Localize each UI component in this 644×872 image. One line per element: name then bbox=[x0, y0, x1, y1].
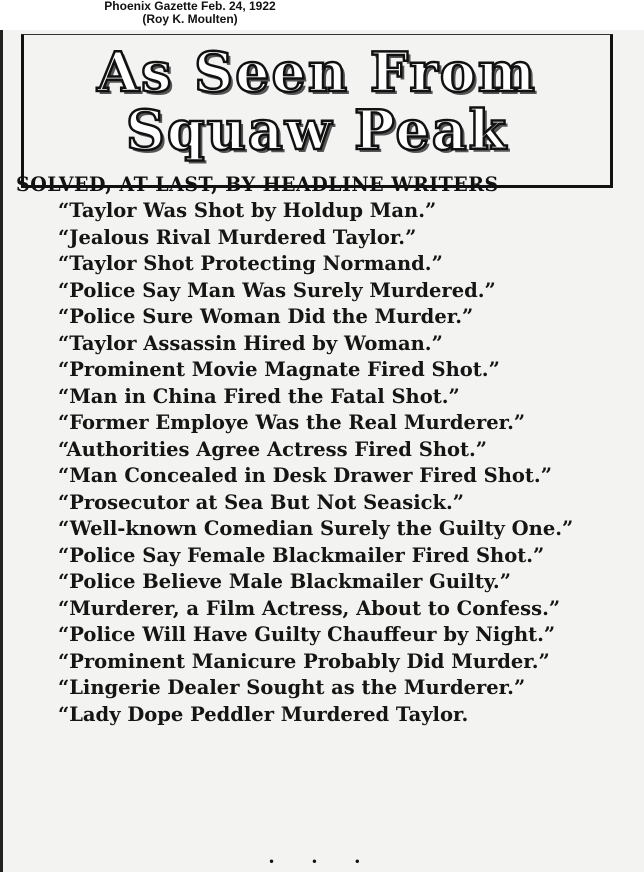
list-item: “Murderer, a Film Actress, About to Confess.” bbox=[58, 596, 561, 620]
list-item: “Man Concealed in Desk Drawer Fired Shot.” bbox=[58, 464, 552, 487]
source-caption-line2: (Roy K. Moulten) bbox=[142, 12, 238, 26]
list-item: “Taylor Shot Protecting Normand.” bbox=[58, 252, 443, 275]
list-item: “Lady Dope Peddler Murdered Taylor. bbox=[58, 702, 469, 726]
list-item: “Prominent Manicure Probably Did Murder.” bbox=[58, 649, 550, 673]
list-item: “Lingerie Dealer Sought as the Murderer.” bbox=[58, 676, 526, 699]
list-item: “Jealous Rival Murdered Taylor.” bbox=[58, 225, 417, 249]
list-item: “Authorities Agree Actress Fired Shot.” bbox=[58, 437, 488, 461]
list-item: “Police Will Have Guilty Chauffeur by Night.” bbox=[58, 623, 556, 646]
list-item: “Police Sure Woman Did the Murder.” bbox=[58, 305, 474, 328]
list-item: “Prosecutor at Sea But Not Seasick.” bbox=[58, 490, 464, 514]
section-separator-dots: • • • bbox=[268, 855, 377, 869]
list-item: “Taylor Assassin Hired by Woman.” bbox=[58, 331, 443, 355]
masthead-title-line2: Squaw Peak bbox=[125, 98, 509, 162]
article-headline: SOLVED, AT LAST, BY HEADLINE WRITERS bbox=[16, 172, 499, 196]
source-caption bbox=[0, 0, 380, 26]
masthead-title-line1: As Seen From bbox=[97, 40, 537, 104]
list-item: “Prominent Movie Magnate Fired Shot.” bbox=[58, 358, 500, 381]
list-item: “Police Say Female Blackmailer Fired Shot.” bbox=[58, 543, 545, 567]
column-masthead bbox=[21, 34, 613, 188]
list-item: “Well-known Comedian Surely the Guilty One.” bbox=[58, 517, 574, 540]
list-item: “Former Employe Was the Real Murderer.” bbox=[58, 411, 526, 434]
source-caption-line1: Phoenix Gazette Feb. 24, 1922 bbox=[104, 0, 276, 13]
headline-list bbox=[20, 198, 620, 728]
list-item: “Taylor Was Shot by Holdup Man.” bbox=[58, 199, 437, 222]
list-item: “Police Believe Male Blackmailer Guilty.” bbox=[58, 570, 511, 593]
list-item: “Man in China Fired the Fatal Shot.” bbox=[58, 384, 460, 408]
list-item: “Police Say Man Was Surely Murdered.” bbox=[58, 278, 496, 302]
